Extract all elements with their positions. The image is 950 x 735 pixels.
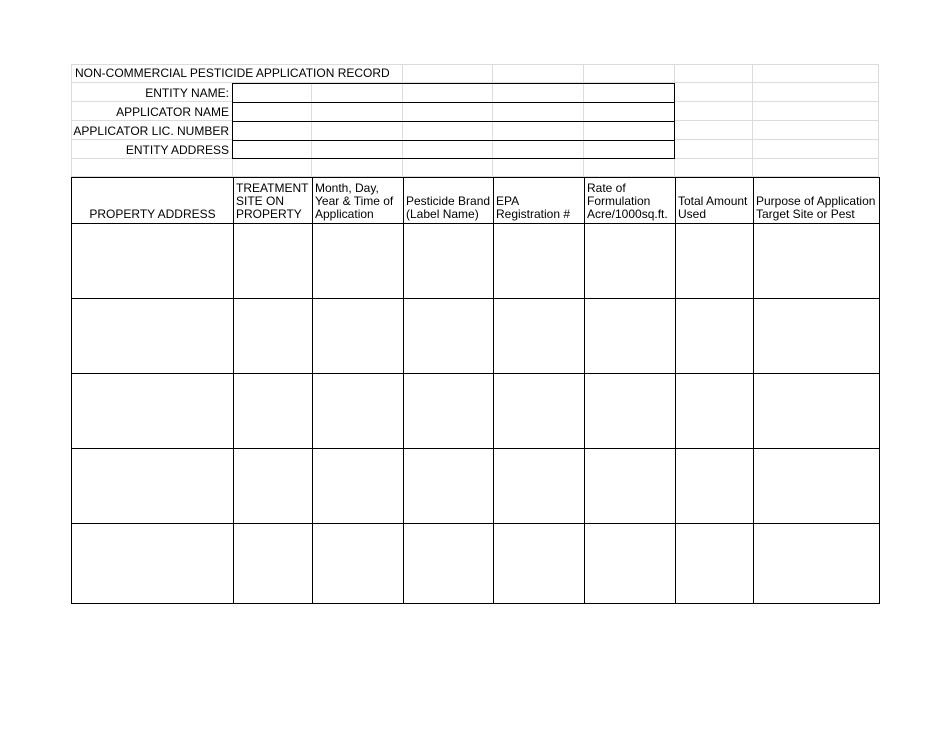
table-cell[interactable] <box>494 524 585 604</box>
form-title: NON-COMMERCIAL PESTICIDE APPLICATION RECORD <box>75 66 390 80</box>
applicator-name-label: APPLICATOR NAME <box>116 105 229 119</box>
table-cell[interactable] <box>404 524 494 604</box>
application-record-table <box>71 177 880 604</box>
table-cell[interactable] <box>313 299 404 374</box>
table-cell[interactable] <box>754 449 880 524</box>
table-cell[interactable] <box>754 374 880 449</box>
applicator-name-field[interactable] <box>232 102 675 122</box>
entity-address-field[interactable] <box>232 140 675 159</box>
table-cell[interactable] <box>234 224 313 299</box>
table-cell[interactable] <box>754 224 880 299</box>
applicator-lic-number-label: APPLICATOR LIC. NUMBER <box>73 124 229 138</box>
table-cell[interactable] <box>234 449 313 524</box>
table-cell[interactable] <box>404 299 494 374</box>
table-header-row <box>72 178 880 224</box>
table-cell[interactable] <box>72 449 234 524</box>
entity-name-label: ENTITY NAME: <box>145 86 229 100</box>
table-cell[interactable] <box>676 524 754 604</box>
table-cell[interactable] <box>676 449 754 524</box>
table-cell[interactable] <box>234 299 313 374</box>
col-header-treatment-site: TREATMENT SITE ON PROPERTY <box>234 178 313 224</box>
table-cell[interactable] <box>494 299 585 374</box>
col-header-epa-registration: EPA Registration # <box>494 178 585 224</box>
table-cell[interactable] <box>72 524 234 604</box>
table-cell[interactable] <box>313 524 404 604</box>
table-cell[interactable] <box>585 224 676 299</box>
table-row <box>72 524 880 604</box>
col-header-total-amount: Total Amount Used <box>676 178 754 224</box>
table-cell[interactable] <box>313 374 404 449</box>
table-cell[interactable] <box>754 299 880 374</box>
entity-name-field[interactable] <box>232 83 675 103</box>
table-cell[interactable] <box>585 374 676 449</box>
table-row <box>72 449 880 524</box>
table-cell[interactable] <box>676 374 754 449</box>
col-header-pesticide-brand: Pesticide Brand (Label Name) <box>404 178 494 224</box>
table-cell[interactable] <box>494 374 585 449</box>
table-cell[interactable] <box>676 299 754 374</box>
table-cell[interactable] <box>234 374 313 449</box>
table-cell[interactable] <box>754 524 880 604</box>
table-cell[interactable] <box>72 374 234 449</box>
col-header-date-time: Month, Day, Year & Time of Application <box>313 178 404 224</box>
table-cell[interactable] <box>494 224 585 299</box>
table-row <box>72 224 880 299</box>
table-cell[interactable] <box>404 224 494 299</box>
table-cell[interactable] <box>585 299 676 374</box>
applicator-lic-number-field[interactable] <box>232 121 675 141</box>
table-row <box>72 374 880 449</box>
table-cell[interactable] <box>234 524 313 604</box>
table-cell[interactable] <box>72 224 234 299</box>
table-cell[interactable] <box>494 449 585 524</box>
table-cell[interactable] <box>72 299 234 374</box>
entity-address-label: ENTITY ADDRESS <box>125 143 229 157</box>
table-cell[interactable] <box>404 449 494 524</box>
col-header-property-address: PROPERTY ADDRESS <box>72 178 234 224</box>
table-cell[interactable] <box>404 374 494 449</box>
col-header-rate-of-formulation: Rate of Formulation Acre/1000sq.ft. <box>585 178 676 224</box>
table-cell[interactable] <box>676 224 754 299</box>
table-cell[interactable] <box>313 449 404 524</box>
table-cell[interactable] <box>585 524 676 604</box>
table-cell[interactable] <box>585 449 676 524</box>
table-row <box>72 299 880 374</box>
col-header-purpose: Purpose of Application Target Site or Pest <box>754 178 880 224</box>
table-cell[interactable] <box>313 224 404 299</box>
